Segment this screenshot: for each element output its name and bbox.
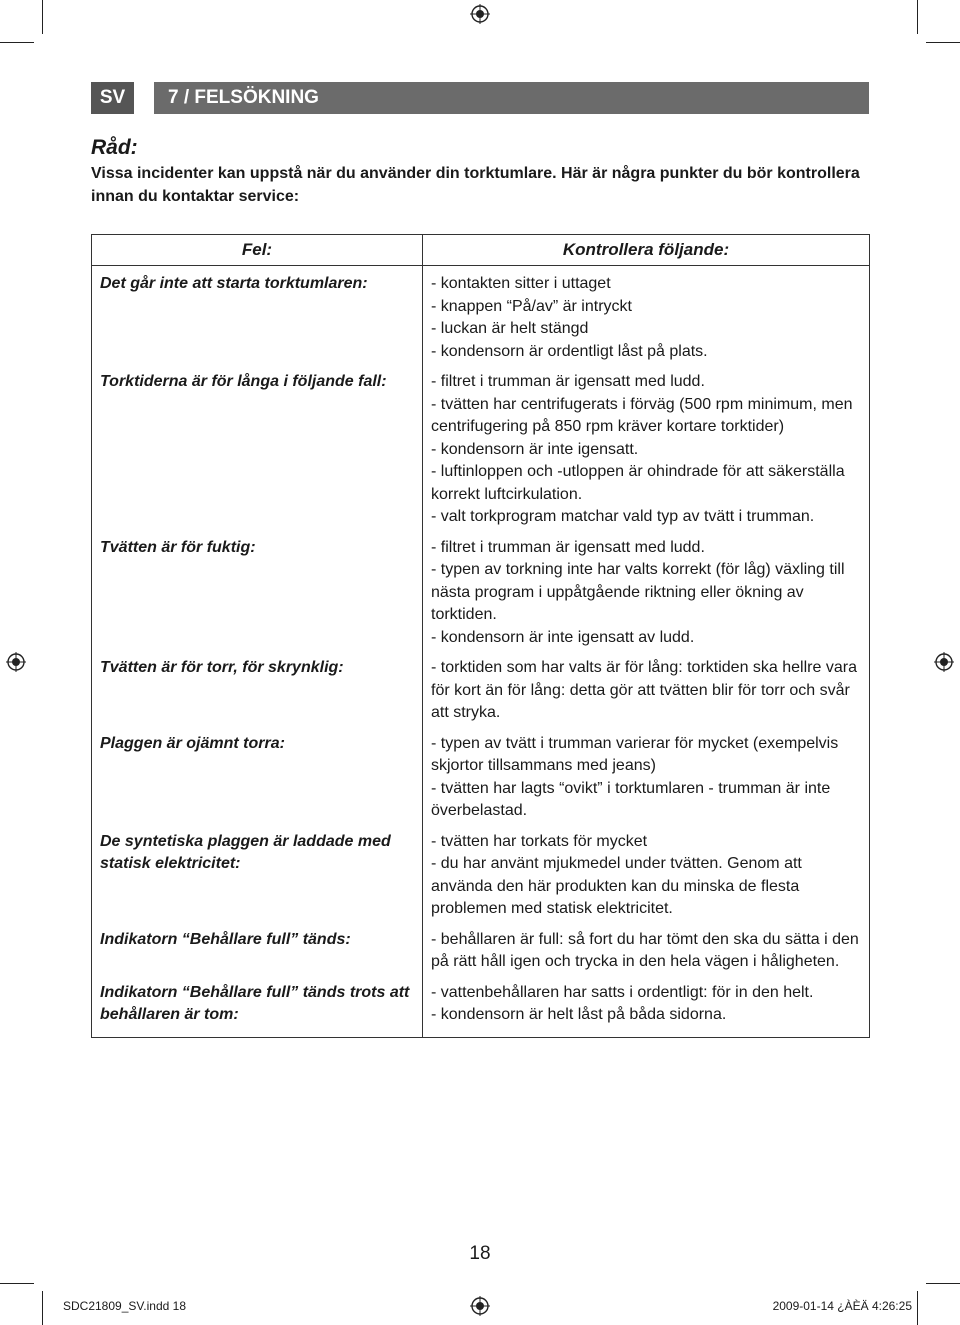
check-item: - luftinloppen och -utloppen är ohindrade för att säkerställa korrekt luftcirkulation.	[431, 463, 845, 503]
check-item: - vattenbehållaren har satts i ordentligt: för in den helt.	[431, 983, 814, 1001]
table-row	[92, 266, 870, 370]
check-item: - typen av tvätt i trumman varierar för mycket (exempelvis skjortor tillsammans med jeans)	[431, 734, 839, 774]
check-item: - knappen “På/av” är intryckt	[431, 297, 632, 315]
check-cell	[423, 980, 870, 1038]
crop-mark	[42, 1291, 43, 1325]
section-header	[91, 82, 869, 114]
crop-mark	[917, 0, 918, 34]
crop-mark	[42, 0, 43, 34]
check-item: - kondensorn är inte igensatt.	[431, 440, 639, 458]
check-item: - filtret i trumman är igensatt med ludd.	[431, 538, 705, 556]
fault-cell: Torktiderna är för långa i följande fall:	[92, 369, 423, 535]
crop-mark	[917, 1291, 918, 1325]
fault-column-header: Fel:	[92, 235, 423, 266]
check-item: - tvätten har centrifugerats i förväg (500 rpm minimum, men centrifugering på 850 rpm kräver kortare torktider)	[431, 395, 853, 435]
table-row	[92, 980, 870, 1038]
check-column-header: Kontrollera följande:	[423, 235, 870, 266]
check-item: - filtret i trumman är igensatt med ludd.	[431, 373, 705, 390]
check-item: - behållaren är full: så fort du har tömt den ska du sätta i den på rätt håll igen och trycka in den hela vägen i håligheten.	[431, 930, 859, 970]
fault-cell: De syntetiska plaggen är laddade med statisk elektricitet:	[92, 829, 423, 927]
check-item: - luckan är helt stängd	[431, 320, 589, 337]
fault-cell: Tvätten är för fuktig:	[92, 535, 423, 656]
registration-mark-icon	[470, 4, 490, 24]
fault-cell: Plaggen är ojämnt torra:	[92, 731, 423, 829]
check-item: - kondensorn är helt låst på båda sidorna.	[431, 1006, 727, 1023]
check-item: - tvätten har lagts “ovikt” i torktumlaren - trumman är inte överbelastad.	[431, 779, 831, 819]
check-item: - kondensorn är inte igensatt av ludd.	[431, 628, 695, 646]
check-cell	[423, 535, 870, 656]
table-row	[92, 535, 870, 656]
check-item: - du har använt mjukmedel under tvätten. Genom att använda den här produkten kan du minska de flesta problemen med statisk elektricitet.	[431, 855, 802, 917]
registration-mark-icon	[934, 652, 954, 672]
check-cell	[423, 927, 870, 980]
registration-mark-icon	[470, 1296, 490, 1316]
crop-mark	[0, 1283, 34, 1284]
check-item: - typen av torkning inte har valts korrekt (för låg) växling till nästa program i uppåtgående riktning eller ökning av torktiden.	[431, 561, 845, 623]
check-cell	[423, 731, 870, 829]
fault-cell: Det går inte att starta torktumlaren:	[92, 266, 423, 370]
table-row	[92, 731, 870, 829]
check-cell	[423, 369, 870, 535]
crop-mark	[0, 42, 34, 43]
footer-filename: SDC21809_SV.indd 18	[63, 1299, 186, 1313]
table-row	[92, 829, 870, 927]
crop-mark	[926, 1283, 960, 1284]
check-item: - valt torkprogram matchar vald typ av tvätt i trumman.	[431, 508, 815, 525]
fault-cell: Tvätten är för torr, för skrynklig:	[92, 655, 423, 731]
troubleshooting-table	[91, 234, 870, 1038]
fault-cell: Indikatorn “Behållare full” tänds trots att behållaren är tom:	[92, 980, 423, 1038]
registration-mark-icon	[6, 652, 26, 672]
page-number: 18	[469, 1243, 491, 1264]
check-item: - tvätten har torkats för mycket	[431, 832, 648, 850]
table-row	[92, 369, 870, 535]
table-row	[92, 927, 870, 980]
language-badge: SV	[91, 82, 134, 114]
section-title: 7 / FELSÖKNING	[154, 82, 869, 114]
footer-timestamp: 2009-01-14 ¿ÀÈÄ 4:26:25	[772, 1299, 912, 1313]
crop-mark	[926, 42, 960, 43]
check-item: - kontakten sitter i uttaget	[431, 275, 611, 292]
table-row	[92, 655, 870, 731]
table-header-row	[92, 235, 870, 266]
check-cell	[423, 655, 870, 731]
fault-cell: Indikatorn “Behållare full” tänds:	[92, 927, 423, 980]
check-cell	[423, 266, 870, 370]
check-item: - kondensorn är ordentligt låst på plats.	[431, 342, 708, 360]
check-item: - torktiden som har valts är för lång: torktiden ska hellre vara för kort än för lång: detta gör att tvätten blir för torr och svår att stryka.	[431, 659, 857, 721]
check-cell	[423, 829, 870, 927]
advice-title: Råd:	[91, 136, 138, 159]
advice-text: Vissa incidenter kan uppstå när du använder din torktumlare. Här är några punkter du bör kontrollera innan du kontaktar service:	[91, 165, 860, 205]
